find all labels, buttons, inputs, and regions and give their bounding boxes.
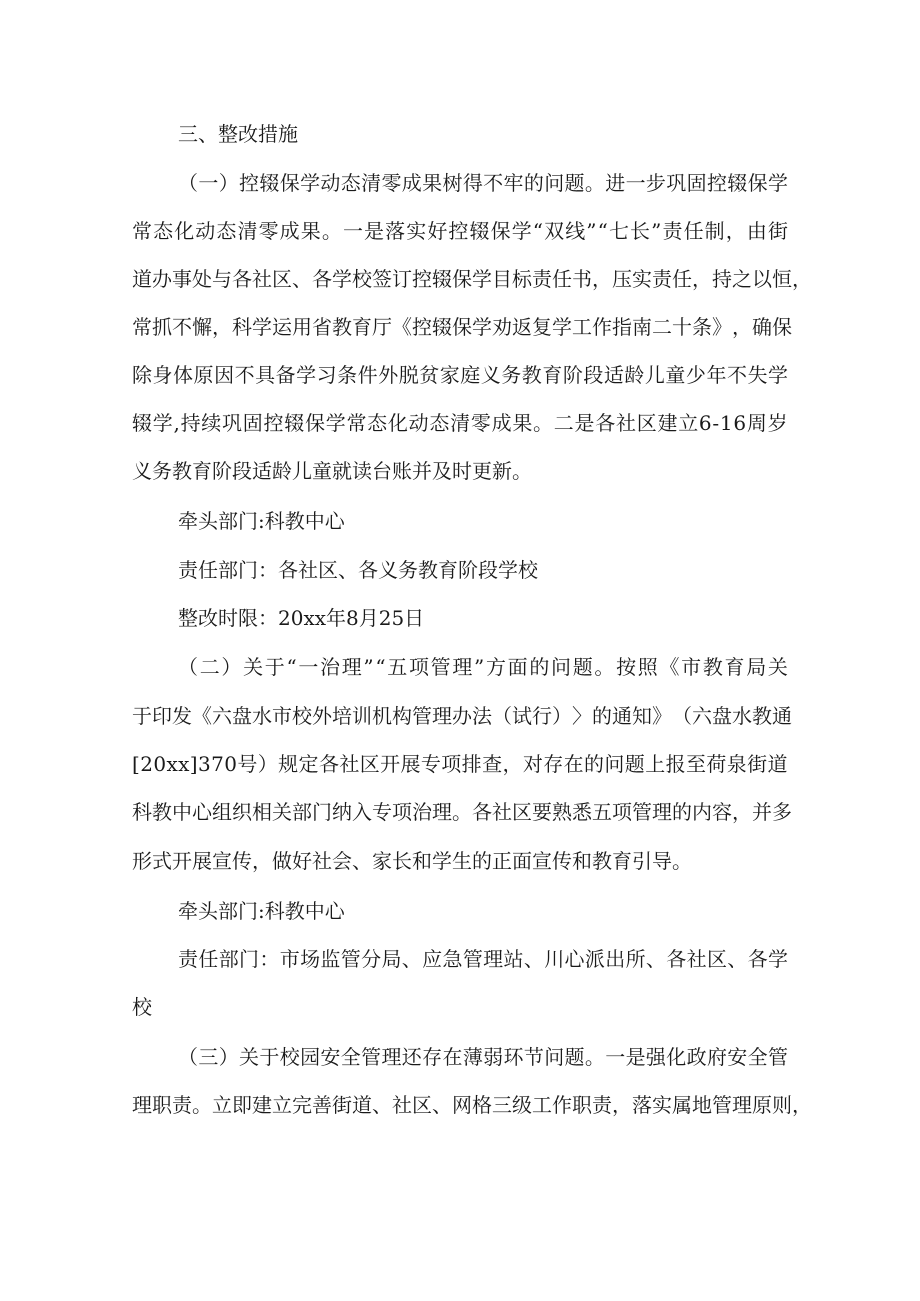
item2-lead-dept: 牵头部门:科教中心 bbox=[178, 899, 345, 923]
item2-line-4: 科 教 中 心 组 织 相 关 部 门 纳 入 专 项 治 理 。 各 社 区 要 熟 悉 五 项 管 理 的 内 容 ， 并 多 bbox=[132, 800, 792, 824]
item1-line-4: 常 抓 不 懈 ， 科 学 运 用 省 教 育 厅 《 控 辍 保 学 劝 返 复 学 工 作 指 南 二 十 条 》 ， 确 保 bbox=[132, 315, 792, 339]
item1-line-1: （ 一 ） 控 辍 保 学 动 态 清 零 成 果 树 得 不 牢 的 问 题 。 进 一 步 巩 固 控 辍 保 学 bbox=[178, 171, 788, 195]
item1-line-6: 辍 学 , 持 续 巩 固 控 辍 保 学 常 态 化 动 态 清 零 成 果 。 二 是 各 社 区 建 立 6 - 1 6 周 岁 bbox=[132, 411, 788, 435]
item2-line-1: （ 二 ） 关 于 “ 一 治 理 ” “ 五 项 管 理 ” 方 面 的 问 题 。 按 照 《 市 教 育 局 关 bbox=[178, 655, 788, 679]
item1-line-3: 道 办 事 处 与 各 社 区 、 各 学 校 签 订 控 辍 保 学 目 标 责 任 书 ， 压 实 责 任 ， 持 之 以 恒 ， bbox=[132, 267, 812, 291]
item1-resp-dept: 责任部门：各社区、各义务教育阶段学校 bbox=[178, 558, 538, 582]
item2-line-2: 于 印 发 《 六 盘 水 市 校 外 培 训 机 构 管 理 办 法 （ 试 行 ） 〉 的 通 知 》 （ 六 盘 水 教 通 bbox=[132, 704, 792, 728]
item2-line-5: 形式开展宣传，做好社会、家长和学生的正面宣传和教育引导。 bbox=[132, 849, 692, 873]
item2-line-3: [ 2 0 x x ] 3 7 0 号 ） 规 定 各 社 区 开 展 专 项 排 查 ， 对 存 在 的 问 题 上 报 至 荷 泉 街 道 bbox=[132, 752, 788, 776]
section-heading: 三、整改措施 bbox=[178, 122, 298, 146]
item1-line-5: 除 身 体 原 因 不 具 备 学 习 条 件 外 脱 贫 家 庭 义 务 教 育 阶 段 适 龄 儿 童 少 年 不 失 学 bbox=[132, 363, 788, 387]
item1-line-2: 常 态 化 动 态 清 零 成 果 。 一 是 落 实 好 控 辍 保 学 “ 双 线 ” “ 七 长 ” 责 任 制 ， 由 街 bbox=[132, 219, 788, 243]
item3-line-1: （ 三 ） 关 于 校 园 安 全 管 理 还 存 在 薄 弱 环 节 问 题 。 一 是 强 化 政 府 安 全 管 bbox=[178, 1045, 788, 1069]
item2-resp-dept-line-2: 校 bbox=[132, 995, 152, 1019]
item3-line-2: 理 职 责 。 立 即 建 立 完 善 街 道 、 社 区 、 网 格 三 级 工 作 职 责 ， 落 实 属 地 管 理 原 则 ， bbox=[132, 1093, 812, 1117]
item1-line-7: 义务教育阶段适龄儿童就读台账并及时更新。 bbox=[132, 459, 532, 483]
item1-deadline: 整改时限：20xx年8月25日 bbox=[178, 606, 425, 630]
item2-resp-dept-line-1: 责 任 部 门 ： 市 场 监 管 分 局 、 应 急 管 理 站 、 川 心 派 出 所 、 各 社 区 、 各 学 bbox=[178, 947, 788, 971]
item1-lead-dept: 牵头部门:科教中心 bbox=[178, 509, 345, 533]
